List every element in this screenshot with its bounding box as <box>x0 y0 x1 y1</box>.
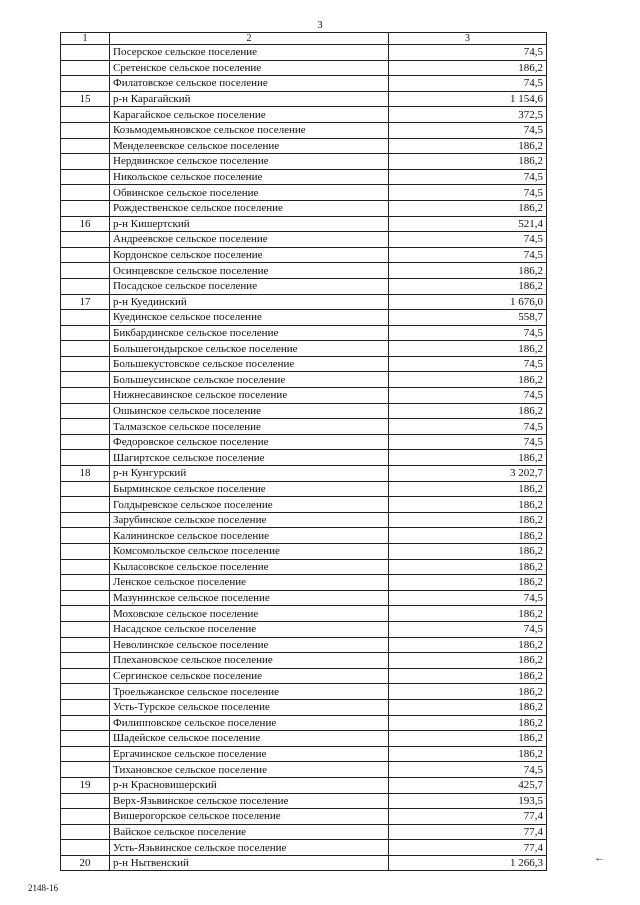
settlement-name: Бикбардинское сельское поселение <box>110 325 389 341</box>
settlement-name: Большегондырское сельское поселение <box>110 341 389 357</box>
settlement-name: Усть-Язьвинское сельское поселение <box>110 840 389 856</box>
table-row <box>61 341 547 357</box>
allocation-value: 186,2 <box>389 699 547 715</box>
table-row <box>61 278 547 294</box>
page-number: 3 <box>317 20 323 31</box>
allocation-value: 74,5 <box>389 356 547 372</box>
table-row <box>61 731 547 747</box>
row-number: 20 <box>61 855 110 871</box>
table-row <box>61 434 547 450</box>
row-number <box>61 824 110 840</box>
table-row <box>61 450 547 466</box>
table-row <box>61 606 547 622</box>
settlement-name: Нердвинское сельское поселение <box>110 154 389 170</box>
table-row <box>61 715 547 731</box>
allocation-value: 74,5 <box>389 325 547 341</box>
settlement-name: р-н Кишертский <box>110 216 389 232</box>
table-row <box>61 310 547 326</box>
allocation-value: 74,5 <box>389 169 547 185</box>
row-number <box>61 419 110 435</box>
table-row <box>61 637 547 653</box>
table-row <box>61 76 547 92</box>
settlement-name: Большеусинское сельское поселение <box>110 372 389 388</box>
row-number <box>61 310 110 326</box>
table-row <box>61 372 547 388</box>
allocation-value: 186,2 <box>389 544 547 560</box>
row-number <box>61 372 110 388</box>
row-number <box>61 731 110 747</box>
row-number: 17 <box>61 294 110 310</box>
allocation-value: 74,5 <box>389 434 547 450</box>
table-row <box>61 653 547 669</box>
table-body <box>61 45 547 871</box>
table-row <box>61 684 547 700</box>
row-number <box>61 434 110 450</box>
allocation-value: 74,5 <box>389 45 547 61</box>
settlement-name: Троельжанское сельское поселение <box>110 684 389 700</box>
settlement-name: р-н Красновишерский <box>110 777 389 793</box>
table-row <box>61 169 547 185</box>
allocation-value: 186,2 <box>389 653 547 669</box>
settlement-name: Неволинское сельское поселение <box>110 637 389 653</box>
table-row <box>61 793 547 809</box>
row-number <box>61 247 110 263</box>
row-number <box>61 684 110 700</box>
table-row <box>61 122 547 138</box>
table-row <box>61 247 547 263</box>
settlement-name: Моховское сельское поселение <box>110 606 389 622</box>
table-row <box>61 60 547 76</box>
allocation-value: 186,2 <box>389 559 547 575</box>
settlement-name: Филатовское сельское поселение <box>110 76 389 92</box>
settlement-name: Кордонское сельское поселение <box>110 247 389 263</box>
settlement-name: Вишерогорское сельское поселение <box>110 809 389 825</box>
settlement-name: Комсомольское сельское поселение <box>110 544 389 560</box>
settlement-name: Насадское сельское поселение <box>110 621 389 637</box>
settlement-name: Ергачинское сельское поселение <box>110 746 389 762</box>
allocation-value: 74,5 <box>389 388 547 404</box>
allocation-value: 425,7 <box>389 777 547 793</box>
settlement-name: р-н Кунгурский <box>110 466 389 482</box>
allocation-value: 186,2 <box>389 668 547 684</box>
settlement-name: Ленское сельское поселение <box>110 575 389 591</box>
table-row <box>61 668 547 684</box>
settlement-name: Карагайское сельское поселение <box>110 107 389 123</box>
settlement-name: Федоровское сельское поселение <box>110 434 389 450</box>
row-number <box>61 715 110 731</box>
row-number <box>61 699 110 715</box>
allocation-value: 186,2 <box>389 512 547 528</box>
settlement-name: Тихановское сельское поселение <box>110 762 389 778</box>
settlement-name: Сретенское сельское поселение <box>110 60 389 76</box>
row-number <box>61 107 110 123</box>
allocation-value: 521,4 <box>389 216 547 232</box>
allocation-value: 186,2 <box>389 715 547 731</box>
settlement-name: Вайское сельское поселение <box>110 824 389 840</box>
settlement-name: р-н Нытвенский <box>110 855 389 871</box>
table-row <box>61 154 547 170</box>
table-row <box>61 263 547 279</box>
table-row <box>61 544 547 560</box>
table-row <box>61 840 547 856</box>
allocation-value: 77,4 <box>389 824 547 840</box>
settlement-name: Большекустовское сельское поселение <box>110 356 389 372</box>
row-number <box>61 653 110 669</box>
table-row <box>61 590 547 606</box>
allocation-value: 186,2 <box>389 497 547 513</box>
district-row <box>61 91 547 107</box>
row-number <box>61 840 110 856</box>
allocation-value: 1 266,3 <box>389 855 547 871</box>
allocation-value: 558,7 <box>389 310 547 326</box>
table-row <box>61 185 547 201</box>
allocation-value: 1 676,0 <box>389 294 547 310</box>
allocation-value: 74,5 <box>389 185 547 201</box>
row-number <box>61 138 110 154</box>
settlement-name: Филипповское сельское поселение <box>110 715 389 731</box>
row-number <box>61 341 110 357</box>
table-row <box>61 528 547 544</box>
settlement-name: р-н Куединский <box>110 294 389 310</box>
budget-allocation-table <box>60 32 547 871</box>
settlement-name: Куединское сельское поселение <box>110 310 389 326</box>
row-number <box>61 637 110 653</box>
table-row <box>61 107 547 123</box>
allocation-value: 186,2 <box>389 200 547 216</box>
row-number <box>61 590 110 606</box>
row-number <box>61 559 110 575</box>
settlement-name: Калининское сельское поселение <box>110 528 389 544</box>
row-number <box>61 154 110 170</box>
table-row <box>61 746 547 762</box>
district-row <box>61 777 547 793</box>
settlement-name: Обвинское сельское поселение <box>110 185 389 201</box>
table-row <box>61 403 547 419</box>
row-number <box>61 60 110 76</box>
row-number <box>61 606 110 622</box>
table-row <box>61 481 547 497</box>
table-header <box>61 33 547 45</box>
row-number <box>61 278 110 294</box>
settlement-name: Шадейское сельское поселение <box>110 731 389 747</box>
document-code: 2148-16 <box>28 883 58 893</box>
allocation-value: 186,2 <box>389 481 547 497</box>
row-number <box>61 668 110 684</box>
row-number <box>61 263 110 279</box>
row-number <box>61 200 110 216</box>
row-number <box>61 325 110 341</box>
allocation-value: 186,2 <box>389 372 547 388</box>
table-row <box>61 512 547 528</box>
settlement-name: Кыласовское сельское поселение <box>110 559 389 575</box>
table-row <box>61 621 547 637</box>
settlement-name: Менделеевское сельское поселение <box>110 138 389 154</box>
table-row <box>61 325 547 341</box>
table-row <box>61 559 547 575</box>
settlement-name: Голдыревское сельское поселение <box>110 497 389 513</box>
column-header-name: 2 <box>110 33 389 45</box>
allocation-value: 186,2 <box>389 263 547 279</box>
row-number <box>61 621 110 637</box>
settlement-name: Посадское сельское поселение <box>110 278 389 294</box>
table-row <box>61 762 547 778</box>
allocation-value: 186,2 <box>389 341 547 357</box>
settlement-name: Верх-Язьвинское сельское поселение <box>110 793 389 809</box>
table-row <box>61 200 547 216</box>
table-row <box>61 356 547 372</box>
allocation-value: 74,5 <box>389 76 547 92</box>
allocation-value: 74,5 <box>389 590 547 606</box>
column-header-value: 3 <box>389 33 547 45</box>
settlement-name: Талмазское сельское поселение <box>110 419 389 435</box>
table-row <box>61 388 547 404</box>
allocation-value: 186,2 <box>389 606 547 622</box>
settlement-name: Осинцевское сельское поселение <box>110 263 389 279</box>
row-number <box>61 746 110 762</box>
row-number <box>61 575 110 591</box>
allocation-value: 186,2 <box>389 403 547 419</box>
table-row <box>61 575 547 591</box>
row-number: 16 <box>61 216 110 232</box>
settlement-name: Нижнесавинское сельское поселение <box>110 388 389 404</box>
allocation-value: 74,5 <box>389 247 547 263</box>
table-row <box>61 419 547 435</box>
allocation-value: 186,2 <box>389 528 547 544</box>
allocation-value: 74,5 <box>389 762 547 778</box>
row-number <box>61 544 110 560</box>
margin-arrow-mark: ← <box>594 852 605 864</box>
allocation-value: 186,2 <box>389 637 547 653</box>
row-number <box>61 403 110 419</box>
settlement-name: Зарубинское сельское поселение <box>110 512 389 528</box>
allocation-value: 77,4 <box>389 809 547 825</box>
row-number <box>61 388 110 404</box>
allocation-value: 186,2 <box>389 138 547 154</box>
row-number: 15 <box>61 91 110 107</box>
row-number: 19 <box>61 777 110 793</box>
settlement-name: Ошьинское сельское поселение <box>110 403 389 419</box>
row-number <box>61 528 110 544</box>
row-number <box>61 169 110 185</box>
allocation-value: 77,4 <box>389 840 547 856</box>
settlement-name: Мазунинское сельское поселение <box>110 590 389 606</box>
allocation-value: 74,5 <box>389 621 547 637</box>
settlement-name: Шагиртское сельское поселение <box>110 450 389 466</box>
row-number: 18 <box>61 466 110 482</box>
allocation-value: 186,2 <box>389 731 547 747</box>
row-number <box>61 122 110 138</box>
settlement-name: Бырминское сельское поселение <box>110 481 389 497</box>
settlement-name: Плехановское сельское поселение <box>110 653 389 669</box>
table-row <box>61 45 547 61</box>
table-row <box>61 232 547 248</box>
allocation-value: 372,5 <box>389 107 547 123</box>
settlement-name: Андреевское сельское поселение <box>110 232 389 248</box>
allocation-value: 3 202,7 <box>389 466 547 482</box>
row-number <box>61 232 110 248</box>
settlement-name: р-н Карагайский <box>110 91 389 107</box>
row-number <box>61 450 110 466</box>
row-number <box>61 45 110 61</box>
settlement-name: Сергинское сельское поселение <box>110 668 389 684</box>
settlement-name: Посерское сельское поселение <box>110 45 389 61</box>
row-number <box>61 512 110 528</box>
row-number <box>61 497 110 513</box>
row-number <box>61 481 110 497</box>
settlement-name: Рождественское сельское поселение <box>110 200 389 216</box>
row-number <box>61 185 110 201</box>
row-number <box>61 809 110 825</box>
allocation-value: 186,2 <box>389 746 547 762</box>
column-header-number: 1 <box>61 33 110 45</box>
settlement-name: Козьмодемьяновское сельское поселение <box>110 122 389 138</box>
allocation-value: 193,5 <box>389 793 547 809</box>
row-number <box>61 356 110 372</box>
district-row <box>61 294 547 310</box>
allocation-value: 186,2 <box>389 154 547 170</box>
table-row <box>61 809 547 825</box>
settlement-name: Никольское сельское поселение <box>110 169 389 185</box>
allocation-value: 1 154,6 <box>389 91 547 107</box>
district-row <box>61 216 547 232</box>
row-number <box>61 762 110 778</box>
district-row <box>61 855 547 871</box>
allocation-value: 186,2 <box>389 684 547 700</box>
row-number <box>61 793 110 809</box>
table-row <box>61 497 547 513</box>
allocation-value: 186,2 <box>389 575 547 591</box>
allocation-value: 186,2 <box>389 60 547 76</box>
allocation-value: 74,5 <box>389 232 547 248</box>
district-row <box>61 466 547 482</box>
allocation-value: 186,2 <box>389 450 547 466</box>
row-number <box>61 76 110 92</box>
table-row <box>61 138 547 154</box>
settlement-name: Усть-Турское сельское поселение <box>110 699 389 715</box>
table-row <box>61 824 547 840</box>
table-row <box>61 699 547 715</box>
allocation-value: 74,5 <box>389 419 547 435</box>
allocation-value: 186,2 <box>389 278 547 294</box>
allocation-value: 74,5 <box>389 122 547 138</box>
